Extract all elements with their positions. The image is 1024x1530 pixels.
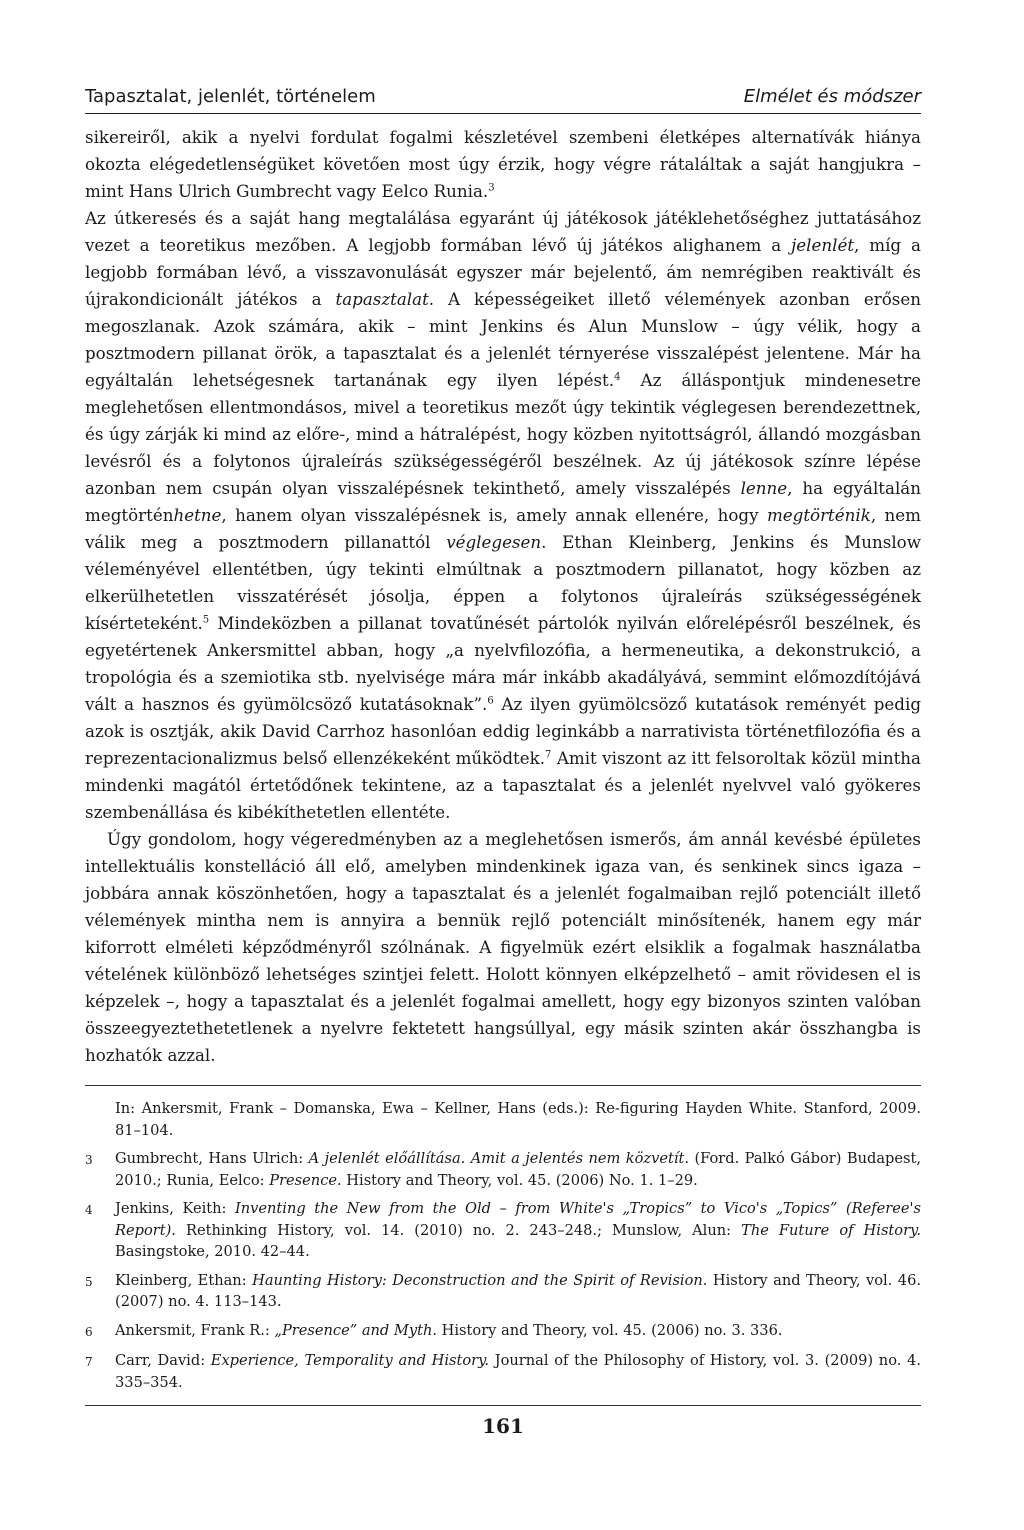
p2-text-g: , nem válik meg a posztmodern pillanattól [85,505,921,552]
p2-text-h: . Ethan Kleinberg, Jenkins és Munslow véleményével ellentétben, úgy tekinti elmúltnak a posztmodern pillanatot, hogy közben az elkerülhetetlen visszatérését jósolja, éppen a folytonos újraleírás szükségességének kísérteteként. [85,532,921,633]
fn7-a: Carr, David: [115,1352,211,1369]
footnote-3 [85,1148,921,1191]
bottom-rule [85,1405,921,1406]
p2-em-hetne: hetne [173,505,222,525]
footnote-text [115,1350,921,1393]
fn4-em2: The Future of History. [741,1221,922,1239]
p2-em-lenne: lenne [740,478,788,498]
p2-text-k: Amit viszont az itt felsoroltak közül mintha mindenki magától értetődőnek tekintene, az a tapasztalat és a jelenlét nyelvvel való gyökeres szembenállása és kibékíthetetlen ellentéte. [85,748,921,822]
body-text [85,124,921,1069]
footnote-ref-7: 7 [545,749,552,761]
footnote-text: In: Ankersmit, Frank – Domanska, Ewa – Kellner, Hans (eds.): Re-figuring Hayden White. Stanford, 2009. 81–104. [115,1100,921,1139]
footnote-text [115,1270,921,1313]
footnote-7 [85,1350,921,1393]
footnote-number: 3 [85,1153,93,1167]
p2-text-i: Mindeközben a pillanat tovatűnését pártolók nyilván előrelépésről beszélnek, és egyetértenek Ankersmittel abban, hogy „a nyelvfilozófia, a hermeneutika, a dekonstrukció, a tropológia és a szemiotika stb. nyelvisége mára már inkább akadályává, semmint előmozdítójává vált a hasznos és gyümölcsöző kutatásoknak”. [85,613,921,714]
p2-text-e: , ha egyáltalán megtörtén [85,478,921,525]
footnote-ref-6: 6 [487,695,494,707]
footnotes [85,1098,921,1393]
footnote-6 [85,1320,921,1344]
fn3-em2: Presence. [269,1171,342,1189]
p2-em-tapasztalat: tapasztalat [335,289,429,309]
fn5-em1: Haunting History: Deconstruction and the Spirit of Revision. [252,1271,708,1289]
fn3-c: History and Theory, vol. 45. (2006) No. 1. 1–29. [341,1171,698,1189]
footnote-ref-4: 4 [614,371,621,383]
footnote-number: 4 [85,1203,93,1217]
footnote-text [115,1198,921,1263]
fn6-em1: „Presence” and Myth. [274,1321,438,1339]
p2-em-megtortenik: megtörténik [766,505,871,525]
fn3-b: (Ford. Palkó Gábor) Budapest, 2010.; Runia, Eelco: [115,1150,922,1189]
fn7-b: Journal of the Philosophy of History, vol. 3. (2009) no. 4. 335–354. [115,1352,921,1391]
paragraph-1 [85,124,921,205]
p2-text-b: , míg a legjobb formában lévő, a visszavonulását egyszer már bejelentő, ám nemrégiben reaktivált és újrakondicionált játékos a [85,235,921,309]
paragraph-3: Úgy gondolom, hogy végeredményben az a meglehetősen ismerős, ám annál kevésbé épületes intellektuális konstelláció áll elő, amelyben mindenkinek igaza van, és senkinek sincs igaza – jobbára annak köszönhetően, hogy a tapasztalat és a jelenlét fogalmaiban rejlő potenciált illető vélemények mintha nem is annyira a bennük rejlő potenciált minősítenék, hanem egy már kiforrott elméleti képződményről szólnának. A figyelmük ezért elsiklik a fogalmak használatba vételének különböző lehetséges szintjei felett. Holott könnyen elképzelhető – amit rövidesen el is képzelek –, hogy a tapasztalat és a jelenlét fogalmai amellett, hogy egy bizonyos szinten valóban összeegyeztethetetlenek a nyelvre fektetett hangsúllyal, egy másik szinten akár összhangba is hozhatók azzal. [85,829,921,1065]
fn3-a: Gumbrecht, Hans Ulrich: [115,1150,309,1167]
fn4-b: Rethinking History, vol. 14. (2010) no. 2. 243–248.; Munslow, Alun: [175,1221,742,1239]
p2-text-d: Az álláspontjuk mindenesetre meglehetősen ellentmondásos, mivel a teoretikus mezőt úgy tekintik véglegesen berendezettnek, és úgy zárják ki mind az előre-, mind a hátralépést, hogy közben nyitottságról, állandó mozgásban levésről és a folytonos újraleírás szükségességéről beszélnek. Az új játékosok színre lépése azonban nem csupán olyan visszalépésnek tekinthető, amely visszalépés [85,370,921,498]
footnote-text [115,1148,921,1191]
fn5-a: Kleinberg, Ethan: [115,1271,253,1289]
fn6-a: Ankersmit, Frank R.: [115,1321,275,1339]
p2-text-f: , hanem olyan visszalépésnek is, amely annak ellenére, hogy [221,505,767,525]
footnote-separator [85,1085,921,1086]
document-page [85,86,921,1496]
footnote-number: 7 [85,1355,93,1369]
fn4-a: Jenkins, Keith: [115,1200,235,1217]
footnote-number: 5 [85,1274,93,1289]
running-header [85,86,921,114]
footnote-4 [85,1198,921,1263]
page-number: 161 [482,1414,524,1438]
fn7-em1: Experience, Temporality and History. [210,1352,490,1369]
p1-text: sikereiről, akik a nyelvi fordulat fogalmi készletével szembeni életképes alternatívák hiánya okozta elégedetlenségüket követően most úgy érzik, hogy végre rátaláltak a saját hangjukra – mint Hans Ulrich Gumbrecht vagy Eelco Runia. [85,127,921,201]
footnote-5 [85,1270,921,1313]
footnote-ref-3: 3 [488,182,495,194]
header-right-section: Elmélet és módszer [743,86,921,107]
fn4-c: Basingstoke, 2010. 42–44. [115,1243,310,1260]
footnote-continued [85,1098,921,1141]
paragraph-2 [85,205,921,826]
fn5-b: History and Theory, vol. 46. (2007) no. 4. 113–143. [115,1271,922,1310]
p2-em-veglegesen: véglegesen [446,532,542,552]
footnote-number [85,1098,115,1141]
p2-text-c: . A képességeiket illető vélemények azonban erősen megoszlanak. Azok számára, akik – mint Jenkins és Alun Munslow – úgy vélik, hogy a posztmodern pillanat örök, a tapasztalat és a jelenlét térnyerése visszalépést jelentene. Már ha egyáltalán lehetségesnek tartanának egy ilyen lépést. [85,289,921,390]
fn6-b: History and Theory, vol. 45. (2006) no. 3. 336. [437,1321,783,1339]
fn4-em1: Inventing the New from the Old – from White's „Tropics” to Vico's „Topics” (Referee's Report). [115,1200,921,1239]
p2-text-a: Az útkeresés és a saját hang megtalálása egyaránt új játékosok játéklehetőséghez juttatásához vezet a teoretikus mezőben. A legjobb formában lévő új játékos alighanem a [85,208,921,255]
footnote-ref-5: 5 [202,614,210,626]
footnote-text [115,1320,921,1344]
p2-em-jelenlet: jelenlét [791,235,855,255]
header-left-title: Tapasztalat, jelenlét, történelem [85,86,376,107]
footnote-number: 6 [85,1324,93,1339]
p2-text-j: Az ilyen gyümölcsöző kutatások reményét pedig azok is osztják, akik David Carrhoz hasonlóan eddig leginkább a narrativista történetfilozófia és a reprezentacionalizmus belső ellenzékeként működtek. [85,694,922,768]
fn3-em1: A jelenlét előállítása. Amit a jelentés nem közvetít. [308,1150,690,1167]
